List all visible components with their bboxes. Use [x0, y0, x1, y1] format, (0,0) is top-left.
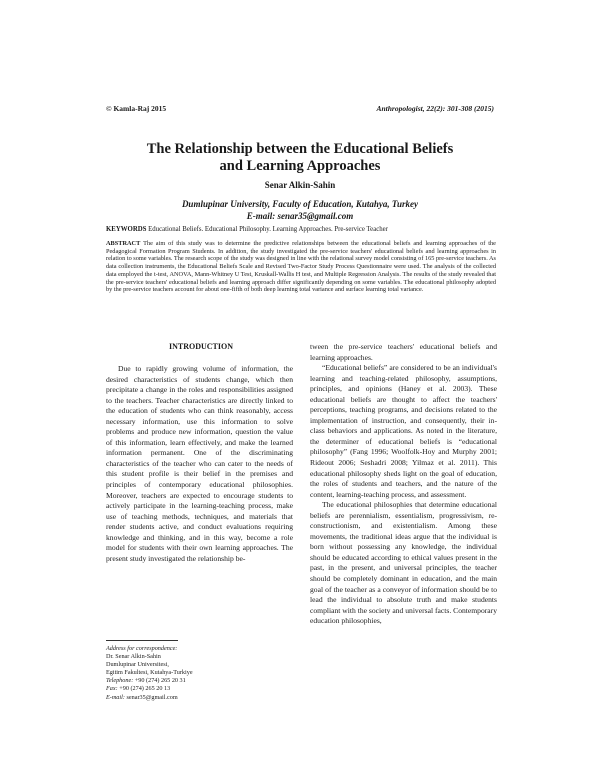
correspondence-fax [106, 685, 296, 693]
journal-citation: Anthropologist, 22(2): 301-308 (2015) [376, 104, 494, 113]
author-email: E-mail: senar35@gmail.com [246, 211, 354, 221]
author-affiliation [100, 198, 500, 222]
correspondence-label: Address for correspondence: [106, 645, 178, 652]
title-line-1: The Relationship between the Educational Beliefs [146, 141, 454, 157]
section-heading-introduction: INTRODUCTION [168, 342, 233, 351]
abstract-block [106, 240, 496, 294]
keywords-label: KEYWORDS [106, 226, 147, 233]
intro-paragraph-1: Due to rapidly growing volume of information, the desired characteristics of students change, which then precipitate a change in the roles and responsibilities assigned to the teachers. Teacher characteristics are directly linked to the education of students who can think reasonably, access necessary information, use this information to solve problems and produce new information, question the value of this information, learn effectively, and make the learned information permanent. One of the discriminating characteristics of the teacher who can cater to the needs of this student profile is their belief in the premises and principles of contemporary educational philosophies. Moreover, teachers are expected to encourage students to actively participate in the learning-teaching process, make use of teaching methods, techniques, and materials that render students active, and conduct evaluations requiring knowledge and thinking, and in this way, become a role model for students with their own learning approaches. The present study investigated the relationship be- [106, 364, 293, 563]
email-address: senar35@gmail.com [126, 693, 178, 701]
intro-paragraph-2: “Educational beliefs” are considered to be an individual's learning and teaching-related philosophy, assumptions, principles, and opinions (Haney et al. 2003). These educational beliefs are thought to affect the teachers' perceptions, teaching programs, and decisions related to the implementation of instruction, and consequently, their in-class behaviors and applications. As noted in the literature, the determiner of educational beliefs is “educational philosophy” (Fang 1996; Woolfolk-Hoy and Murphy 2001; Rideout 2006; Seshadri 2008; Yilmaz et al. 2011). This educational philosophy sheds light on the goal of education, the roles of students and teachers, and the nature of the content, learning-teaching process, and assessment. [310, 363, 497, 499]
right-column [310, 342, 497, 751]
correspondence-faculty: Egitim Fakultesi, Kutahya-Turkiye [106, 669, 193, 677]
fax-number: +90 (274) 265 20 13 [119, 685, 171, 693]
correspondence-name: Dr. Senar Alkin-Sahin [106, 653, 161, 661]
correspondence-telephone [106, 677, 296, 685]
journal-copyright: © Kamla-Raj 2015 [106, 104, 167, 113]
title-line-2: and Learning Approaches [219, 158, 381, 174]
fax-label: Fax: [106, 685, 118, 693]
affiliation-line: Dumlupinar University, Faculty of Education, Kutahya, Turkey [181, 199, 419, 209]
telephone-label: Telephone: [106, 677, 134, 685]
footnote-divider [106, 640, 178, 641]
keywords-text: Educational Beliefs. Educational Philosophy. Learning Approaches. Pre-service Teacher [148, 226, 388, 233]
email-label: E-mail: [106, 693, 125, 701]
abstract-text: The aim of this study was to determine the predictive relationships between the educational beliefs and learning approaches of the Pedagogical Formation Program Students. In addition, the study investigated the pre-service teachers' educational beliefs and learning approaches in relation to some variables. The research scope of the study was designed in line with the relational survey model consisting of 165 pre-service teachers. As data collection instruments, the Educational Beliefs Scale and Revised Two-Factor Study Process Questionnaire were used. The analysis of the collected data employed the t-test, ANOVA, Mann-Whitney U Test, Kruskall-Wallis H test, and Multiple Regression Analysis. The results of the study revealed that the pre-service teachers' educational beliefs and learning approach differ significantly depending on some variables. The educational philosophy adopted by the pre-service teachers account for about one-fifth of both deep learning total variance and surface learning total variance. [106, 240, 496, 294]
correspondence-university: Dumlupinar Universitesi, [106, 661, 169, 669]
telephone-number: +90 (274) 265 20 31 [134, 677, 186, 685]
author-name: Senar Alkin-Sahin [264, 180, 336, 190]
correspondence-email [106, 694, 296, 702]
abstract-label: ABSTRACT [106, 240, 141, 247]
correspondence-block [106, 645, 296, 702]
intro-paragraph-continuation: tween the pre-service teachers' educational beliefs and learning approaches. [310, 342, 497, 362]
intro-paragraph-3: The educational philosophies that determine educational beliefs are perennialism, essentialism, progressivism, re-constructionism, and existentialism. Among these movements, the traditional ideas argue that the individual is born without possessing any knowledge, the individual should be educated according to ethical values present in the past, in the present, and universal principles, the teacher should be completely dominant in education, and the main goal of the teacher as a conveyor of information should be to lead the individual to absolute truth and make students compliant with the society and universal facts. Contemporary education philosophies, [310, 500, 497, 626]
keywords-block [106, 225, 496, 234]
paper-title [100, 141, 500, 175]
left-column [106, 364, 293, 636]
